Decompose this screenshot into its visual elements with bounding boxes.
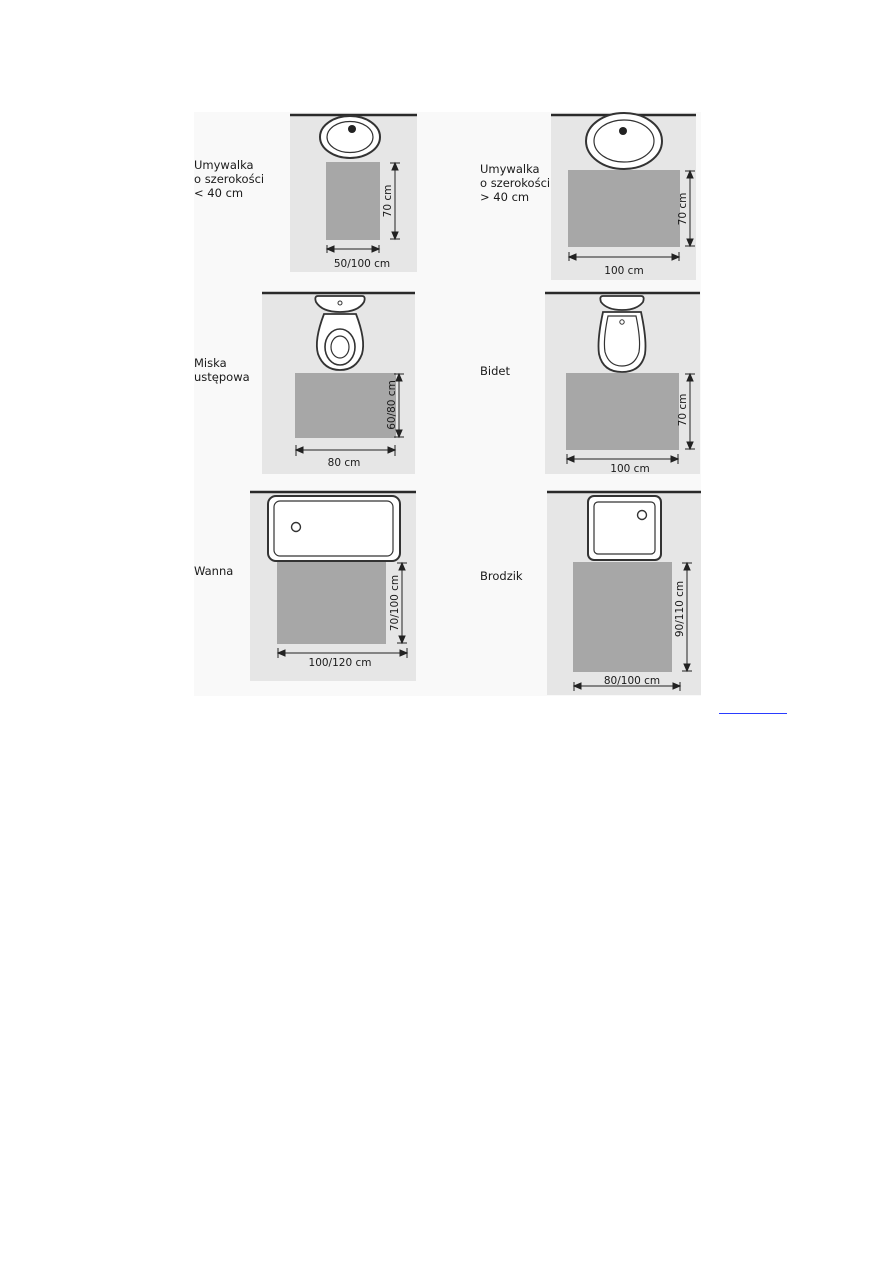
fixture-label-bidet: Bidet: [480, 364, 510, 378]
width-dimension: 100 cm: [610, 463, 650, 475]
diagram-washbasin-large: [551, 112, 697, 282]
depth-dimension: 70 cm: [677, 393, 689, 427]
diagram-bathtub: [250, 489, 417, 683]
drain-icon: [638, 511, 647, 520]
depth-dimension: 90/110 cm: [674, 580, 686, 638]
drain-icon: [348, 125, 356, 133]
fixture-label-washbasin-small: Umywalka o szerokości < 40 cm: [194, 158, 265, 200]
depth-dimension: 70/100 cm: [389, 574, 401, 632]
width-dimension: 50/100 cm: [333, 258, 391, 270]
fixture-label-washbasin-large: Umywalka o szerokości > 40 cm: [480, 162, 551, 204]
diagram-toilet: [262, 290, 416, 476]
fixture-label-shower-tray: Brodzik: [480, 569, 523, 583]
clearance-area: [326, 162, 380, 240]
bidet-top-icon: [600, 296, 643, 310]
depth-dimension: 60/80 cm: [386, 380, 398, 430]
clearance-area: [573, 562, 672, 672]
width-dimension: 100 cm: [604, 265, 644, 277]
fixture-label-toilet: Miska ustępowa: [194, 356, 250, 384]
drain-icon: [619, 127, 627, 135]
diagram-shower-tray: [547, 489, 702, 697]
width-dimension: 80 cm: [327, 457, 361, 469]
clearance-area: [568, 170, 680, 247]
hyperlink-underline[interactable]: [719, 713, 787, 714]
depth-dimension: 70 cm: [677, 192, 689, 226]
fixture-label-bathtub: Wanna: [194, 564, 234, 578]
drain-icon: [292, 523, 301, 532]
clearance-area: [566, 373, 679, 450]
clearance-area: [295, 373, 396, 438]
width-dimension: 80/100 cm: [603, 675, 661, 687]
depth-dimension: 70 cm: [382, 184, 394, 218]
width-dimension: 100/120 cm: [308, 657, 372, 669]
clearance-area: [277, 562, 386, 644]
diagram-bidet: [545, 290, 701, 476]
diagram-washbasin-small: [290, 112, 418, 274]
